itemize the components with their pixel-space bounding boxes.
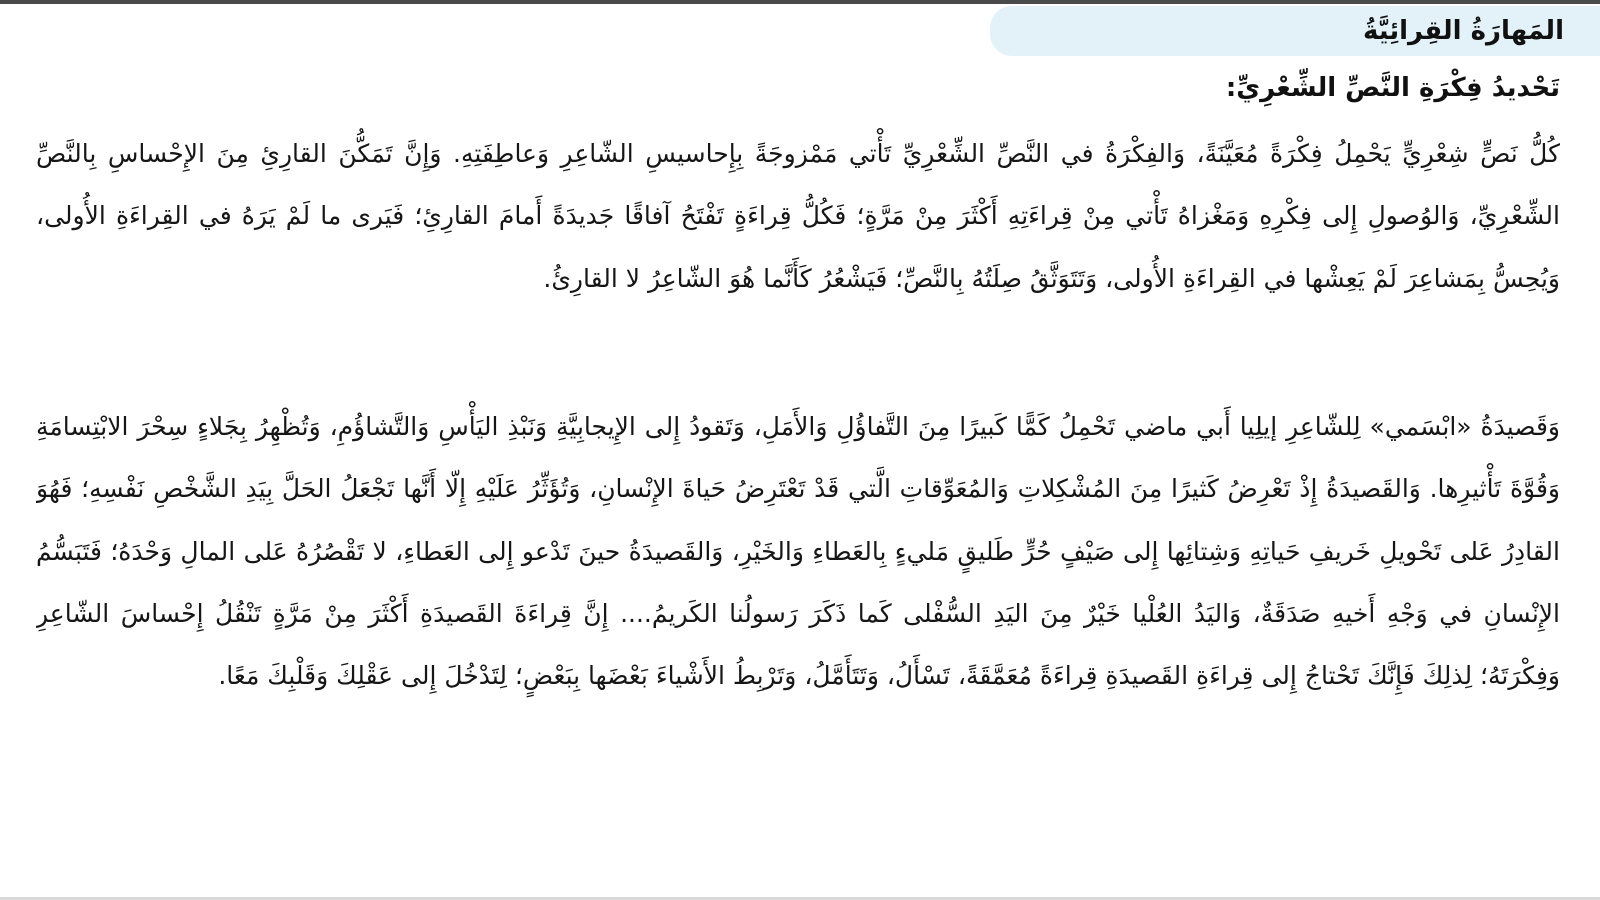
paragraph-poem-analysis: وَقَصيدَةُ «ابْسَمي» لِلشّاعِرِ إيلِيا أَبي ماضي تَحْمِلُ كَمًّا كَبيرًا مِنَ التَّفاؤُلِ وَالأَمَلِ، وَتَقودُ إِلى الإِيجابِيَّةِ وَنَبْذِ اليَأْسِ وَالتَّشاؤُمِ، وَتُظْهِرُ بِجَلاءٍ سِحْرَ الابْتِسامَةِ وَقُوَّةَ تَأْثيرِها. وَالقَصيدَةُ إِذْ تَعْرِضُ كَثيرًا مِنَ المُشْكِلاتِ وَالمُعَوِّقاتِ الَّتي قَدْ تَعْتَرِضُ حَياةَ الإِنْسانِ، وَتُؤَثِّرُ عَلَيْهِ إِلّا أَنَّها تَجْعَلُ الحَلَّ بِيَدِ الشَّخْصِ نَفْسِهِ؛ فَهُوَ القادِرُ عَلى تَحْويلِ خَريفِ حَياتِهِ وَشِتائِها إِلى صَيْفٍ حُرٍّ طَليقٍ مَليءٍ بِالعَطاءِ وَالخَيْرِ، وَالقَصيدَةُ حينَ تَدْعو إِلى العَطاءِ، لا تَقْصُرُهُ عَلى المالِ وَحْدَهُ؛ فَتَبَسُّمُ الإِنْسانِ في وَجْهِ أَخيهِ صَدَقَةٌ، وَاليَدُ العُلْيا خَيْرٌ مِنَ اليَدِ السُّفْلى كَما ذَكَرَ رَسولُنا الكَريمُ.... إِنَّ قِراءَةَ القَصيدَةِ أَكْثَرَ مِنْ مَرَّةٍ تَنْقُلُ إِحْساسَ الشّاعِرِ وَفِكْرَتَهُ؛ لِذلِكَ فَإِنَّكَ تَحْتاجُ إِلى قِراءَةِ القَصيدَةِ قِراءَةً مُعَمَّقَةً، تَسْأَلُ، وَتَتَأَمَّلُ، وَتَرْبِطُ الأَشْياءَ بَعْضَها بِبَعْضٍ؛ لِتَدْخُلَ إِلى عَقْلِكَ وَقَلْبِكَ مَعًا. [36, 412, 1560, 691]
paragraph-intro: كُلُّ نَصٍّ شِعْرِيٍّ يَحْمِلُ فِكْرَةً مُعَيَّنَةً، وَالفِكْرَةُ في النَّصِّ الشِّعْرِيِّ تَأْتي مَمْزوجَةً بِإِحاسيسِ الشّاعِرِ وَعاطِفَتِهِ. وَإِنَّ تَمَكُّنَ القارِئِ مِنَ الإِحْساسِ بِالنَّصِّ الشِّعْرِيِّ، وَالوُصولِ إِلى فِكْرِهِ وَمَغْزاهُ تَأْتي مِنْ قِراءَتِهِ أَكْثَرَ مِنْ مَرَّةٍ؛ فَكُلُّ قِراءَةٍ تَفْتَحُ آفاقًا جَديدَةً أَمامَ القارِئِ؛ فَيَرى ما لَمْ يَرَهُ في القِراءَةِ الأُولى، وَيُحِسُّ بِمَشاعِرَ لَمْ يَعِشْها في القِراءَةِ الأُولى، وَتَتَوَثَّقُ صِلَتُهُ بِالنَّصِّ؛ فَيَشْعُرُ كَأَنَّما هُوَ الشّاعِرُ لا القارِئُ. [36, 139, 1560, 293]
lesson-subtitle: تَحْديدُ فِكْرَةِ النَّصِّ الشِّعْرِيِّ: [1225, 73, 1560, 103]
section-title: المَهارَةُ القِرائِيَّةُ [1362, 16, 1564, 46]
top-border [0, 0, 1600, 4]
